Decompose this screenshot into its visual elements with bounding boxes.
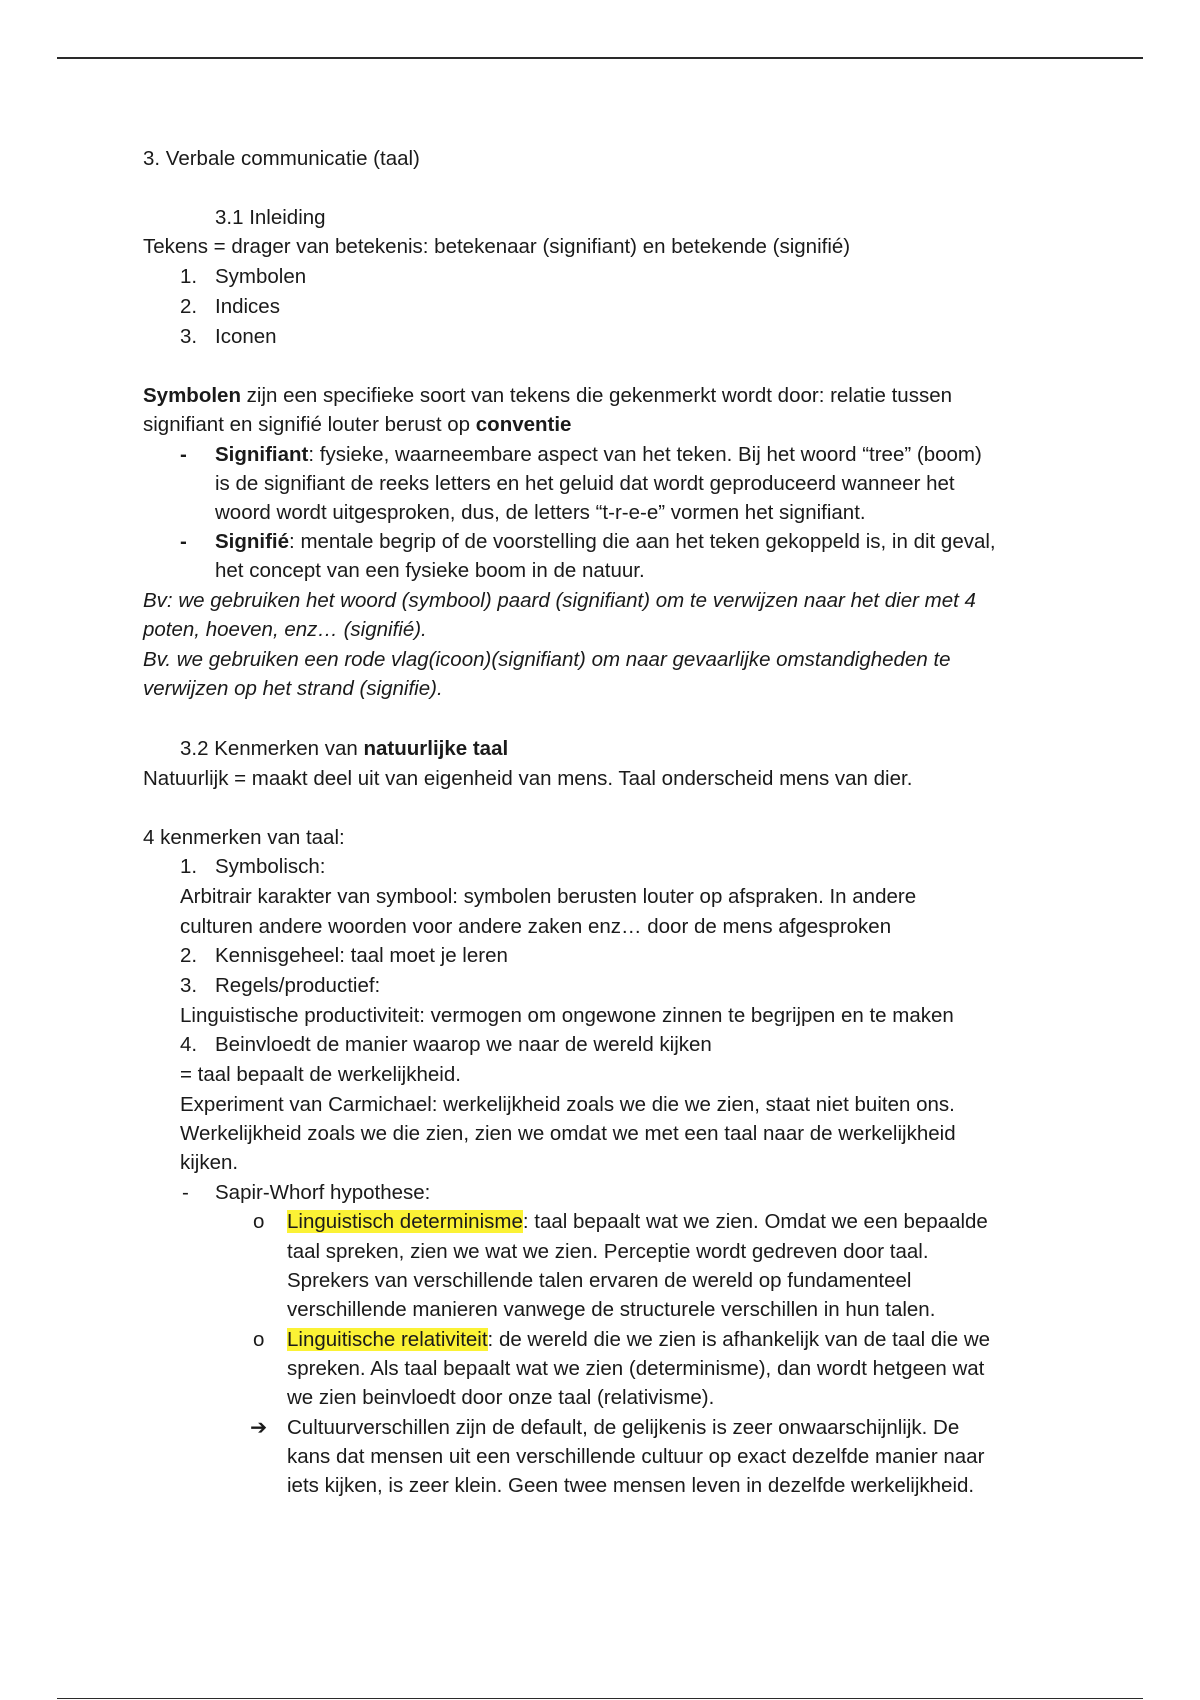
determinisme-line4: verschillende manieren vanwege de structurele verschillen in hun talen. xyxy=(287,1298,936,1321)
bottom-rule xyxy=(57,1698,1143,1699)
term-conventie: conventie xyxy=(475,413,572,436)
bullet-marker: - xyxy=(180,443,187,466)
kenmerk-symbolisch: Symbolisch: xyxy=(215,855,326,878)
list-marker: 2. xyxy=(180,295,198,318)
kenmerk4-desc-line2: Experiment van Carmichael: werkelijkheid zoals we die we zien, staat niet buiten ons. xyxy=(180,1093,955,1116)
relativiteit-line1: Linguitische relativiteit: de wereld die we zien is afhankelijk van de taal die we xyxy=(287,1328,991,1351)
kenmerk4-desc-line4: kijken. xyxy=(180,1151,239,1174)
list-marker: 1. xyxy=(180,265,198,288)
list-marker: 1. xyxy=(180,855,198,878)
list-item-symbolen: Symbolen xyxy=(215,265,307,288)
subsection-title-inleiding: 3.1 Inleiding xyxy=(215,206,326,229)
term-symbolen: Symbolen xyxy=(143,384,241,407)
tekens-definition: Tekens = drager van betekenis: betekenaar (signifiant) en betekende (signifié) xyxy=(143,235,851,258)
signifiant-line2: is de signifiant de reeks letters en het geluid dat wordt geproduceerd wanneer het xyxy=(215,472,955,495)
determinisme-line3: Sprekers van verschillende talen ervaren de wereld op fundamenteel xyxy=(287,1269,912,1292)
example2-line2: verwijzen op het strand (signifie). xyxy=(143,677,443,700)
section-heading: 3. Verbale communicatie (taal) xyxy=(143,147,420,170)
signifie-line2: het concept van een fysieke boom in de natuur. xyxy=(215,559,645,582)
list-item-iconen: Iconen xyxy=(215,325,277,348)
signifie-line1: Signifié: mentale begrip of de voorstelling die aan het teken gekoppeld is, in dit geval, xyxy=(215,530,996,553)
relativiteit-line3: we zien beinvloedt door onze taal (relativisme). xyxy=(287,1386,715,1409)
example1-line1: Bv: we gebruiken het woord (symbool) paard (signifiant) om te verwijzen naar het dier met 4 xyxy=(143,589,976,612)
symbolen-paragraph-line1: Symbolen zijn een specifieke soort van tekens die gekenmerkt wordt door: relatie tussen xyxy=(143,384,953,407)
list-marker: 4. xyxy=(180,1033,198,1056)
top-rule xyxy=(57,57,1143,59)
kenmerk4-desc-line1: = taal bepaalt de werkelijkheid. xyxy=(180,1063,461,1086)
kenmerk-regels: Regels/productief: xyxy=(215,974,381,997)
relativiteit-line2: spreken. Als taal bepaalt wat we zien (determinisme), dan wordt hetgeen wat xyxy=(287,1357,985,1380)
term-signifie: Signifié xyxy=(215,530,290,553)
list-item-indices: Indices xyxy=(215,295,280,318)
natuurlijk-definition: Natuurlijk = maakt deel uit van eigenheid van mens. Taal onderscheid mens van dier. xyxy=(143,767,913,790)
kenmerk-beinvloedt: Beinvloedt de manier waarop we naar de wereld kijken xyxy=(215,1033,712,1056)
kenmerk3-desc-line1: Linguistische productiviteit: vermogen om ongewone zinnen te begrijpen en te maken xyxy=(180,1004,954,1027)
bullet-marker: - xyxy=(180,530,187,553)
kenmerk-kennisgeheel: Kennisgeheel: taal moet je leren xyxy=(215,944,508,967)
list-marker: 3. xyxy=(180,974,198,997)
conclusion-line1: Cultuurverschillen zijn de default, de gelijkenis is zeer onwaarschijnlijk. De xyxy=(287,1416,960,1439)
arrow-right-icon: ➔ xyxy=(250,1416,268,1439)
list-marker: 2. xyxy=(180,944,198,967)
highlight-determinisme: Linguistisch determinisme xyxy=(287,1210,523,1233)
sub-bullet-marker: o xyxy=(253,1210,265,1233)
signifiant-line3: woord wordt uitgesproken, dus, de letters “t-r-e-e” vormen het signifiant. xyxy=(215,501,866,524)
example2-line1: Bv. we gebruiken een rode vlag(icoon)(signifiant) om naar gevaarlijke omstandigheden te xyxy=(143,648,951,671)
signifiant-line1: Signifiant: fysieke, waarneembare aspect van het teken. Bij het woord “tree” (boom) xyxy=(215,443,982,466)
term-signifiant: Signifiant xyxy=(215,443,309,466)
example1-line2: poten, hoeven, enz… (signifié). xyxy=(143,618,427,641)
kenmerk1-desc-line2: culturen andere woorden voor andere zaken enz… door de mens afgesproken xyxy=(180,915,892,938)
bullet-marker: - xyxy=(182,1181,189,1204)
symbolen-paragraph-line2: signifiant en signifié louter berust op conventie xyxy=(143,413,572,436)
sapir-whorf-heading: Sapir-Whorf hypothese: xyxy=(215,1181,431,1204)
kenmerk4-desc-line3: Werkelijkheid zoals we die zien, zien we omdat we met een taal naar de werkelijkheid xyxy=(180,1122,956,1145)
conclusion-line2: kans dat mensen uit een verschillende cultuur op exact dezelfde manier naar xyxy=(287,1445,985,1468)
highlight-relativiteit: Linguitische relativiteit xyxy=(287,1328,488,1351)
kenmerken-intro: 4 kenmerken van taal: xyxy=(143,826,345,849)
determinisme-line1: Linguistisch determinisme: taal bepaalt wat we zien. Omdat we een bepaalde xyxy=(287,1210,988,1233)
sub-bullet-marker: o xyxy=(253,1328,265,1351)
conclusion-line3: iets kijken, is zeer klein. Geen twee mensen leven in dezelfde werkelijkheid. xyxy=(287,1474,975,1497)
subsection-title-kenmerken: 3.2 Kenmerken van natuurlijke taal xyxy=(180,737,509,760)
determinisme-line2: taal spreken, zien we wat we zien. Perceptie wordt gedreven door taal. xyxy=(287,1240,929,1263)
kenmerk1-desc-line1: Arbitrair karakter van symbool: symbolen berusten louter op afspraken. In andere xyxy=(180,885,917,908)
list-marker: 3. xyxy=(180,325,198,348)
